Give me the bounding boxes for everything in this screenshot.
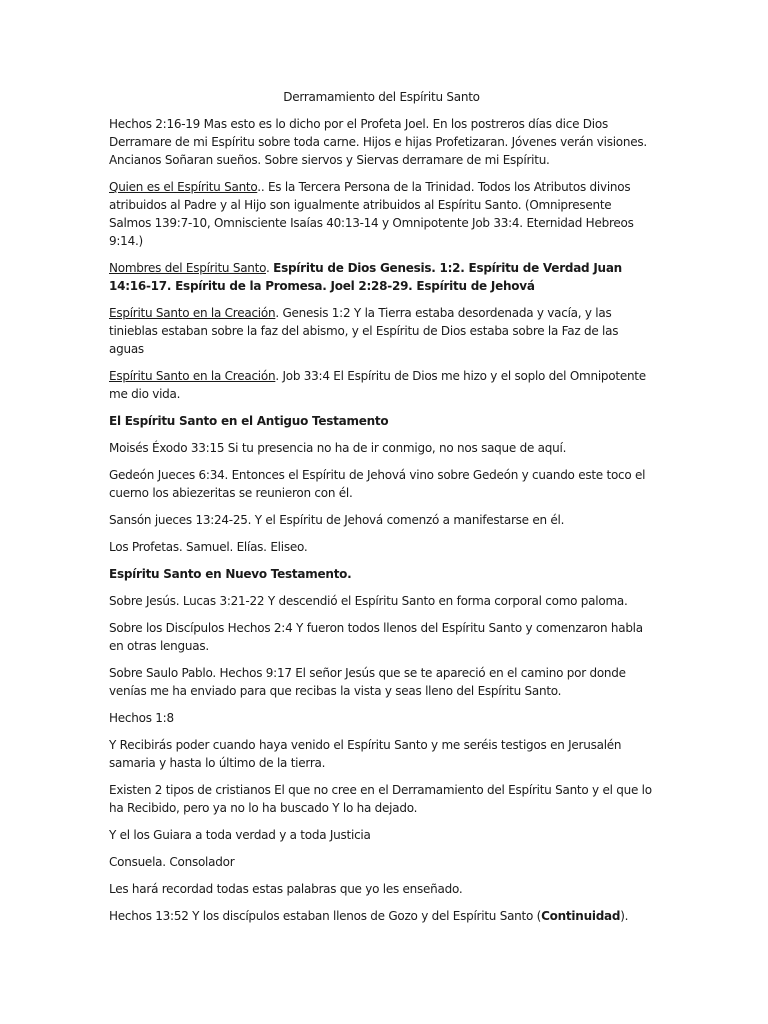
underlined-heading: Quien es el Espíritu Santo [109, 180, 258, 194]
paragraph-quien-es [109, 178, 654, 250]
paragraph-text: Les hará recordad todas estas palabras que yo les enseñado. [109, 882, 463, 896]
underlined-heading: Espíritu Santo en la Creación [109, 369, 276, 383]
paragraph-text: Sansón jueces 13:24-25. Y el Espíritu de Jehová comenzó a manifestarse en él. [109, 513, 565, 527]
paragraph-sanson [109, 511, 654, 529]
paragraph-hechos-13-52 [109, 907, 654, 925]
paragraph-text: . [265, 261, 274, 275]
paragraph-text: Hechos 13:52 Y los discípulos estaban llenos de Gozo y del Espíritu Santo ( [109, 909, 542, 923]
bold-text: El Espíritu Santo en el Antiguo Testamento [109, 414, 389, 428]
paragraph-text: . Job 33:4 El Espíritu de Dios me hizo y el soplo del Omnipotente me dio vida. [109, 369, 646, 401]
paragraph-hechos-1-8-text [109, 736, 654, 772]
paragraph-text: Hechos 1:8 [109, 711, 174, 725]
document-title: Derramamiento del Espíritu Santo [283, 90, 480, 104]
paragraph-text: Gedeón Jueces 6:34. Entonces el Espíritu de Jehová vino sobre Gedeón y cuando este toco el cuerno los abiezeritas se reunieron con él. [109, 468, 646, 500]
paragraph-text: .. Es la Tercera Persona de la Trinidad. Todos los Atributos divinos atribuidos al Padre y al Hijo son igualmente atribuidos al Espíritu Santo. (Omnipresente Salmos 139:7-10, Omnisciente Isaías 40:13-14 y Omnipotente Job 33:4. Eternidad Hebreos 9:14.) [109, 180, 634, 248]
paragraph-text: Y el los Guiara a toda verdad y a toda Justicia [109, 828, 371, 842]
paragraph-saulo [109, 664, 654, 700]
paragraph-tipos-cristianos [109, 781, 654, 817]
paragraph-moises [109, 439, 654, 457]
underlined-heading: Espíritu Santo en la Creación [109, 306, 276, 320]
paragraph-text: Sobre Jesús. Lucas 3:21-22 Y descendió el Espíritu Santo en forma corporal como paloma. [109, 594, 628, 608]
paragraph-nuevo-testamento [109, 565, 654, 583]
paragraph-jesus [109, 592, 654, 610]
paragraph-text: Sobre los Discípulos Hechos 2:4 Y fueron todos llenos del Espíritu Santo y comenzaron habla en otras lenguas. [109, 621, 643, 653]
paragraph-profetas [109, 538, 654, 556]
paragraph-creacion-1 [109, 304, 654, 358]
paragraph-gedeon [109, 466, 654, 502]
paragraph-text: ). [620, 909, 629, 923]
paragraph-creacion-2 [109, 367, 654, 403]
bold-text: Espíritu Santo en Nuevo Testamento. [109, 567, 352, 581]
paragraph-text: . Genesis 1:2 Y la Tierra estaba desordenada y vacía, y las tinieblas estaban sobre la faz del abismo, y el Espíritu de Dios estaba sobre la Faz de las aguas [109, 306, 619, 356]
bold-text: Continuidad [541, 909, 621, 923]
bold-text: Espíritu de Dios Genesis. 1:2. Espíritu de Verdad Juan 14:16-17. Espíritu de la Promesa. Joel 2:28-29. Espíritu de Jehová [109, 261, 622, 293]
paragraph-text: Hechos 2:16-19 Mas esto es lo dicho por el Profeta Joel. En los postreros días dice Dios Derramare de mi Espíritu sobre toda carne. Hijos e hijas Profetizaran. Jóvenes verán visiones. Ancianos Soñaran sueños. Sobre siervos y Siervas derramare de mi Espíritu. [109, 117, 647, 167]
paragraph-text: Consuela. Consolador [109, 855, 235, 869]
paragraph-hechos-1-8-ref [109, 709, 654, 727]
paragraph-text: Los Profetas. Samuel. Elías. Eliseo. [109, 540, 308, 554]
paragraph-discipulos [109, 619, 654, 655]
paragraph-text: Y Recibirás poder cuando haya venido el Espíritu Santo y me seréis testigos en Jerusalén samaria y hasta lo último de la tierra. [109, 738, 622, 770]
paragraph-text: Sobre Saulo Pablo. Hechos 9:17 El señor Jesús que se te apareció en el camino por donde venías me ha enviado para que recibas la vista y seas lleno del Espíritu Santo. [109, 666, 626, 698]
underlined-heading: Nombres del Espíritu Santo [109, 261, 266, 275]
paragraph-text: Moisés Éxodo 33:15 Si tu presencia no ha de ir conmigo, no nos saque de aquí. [109, 441, 567, 455]
paragraph-text: Existen 2 tipos de cristianos El que no cree en el Derramamiento del Espíritu Santo y el que lo ha Recibido, pero ya no lo ha buscado Y lo ha dejado. [109, 783, 652, 815]
paragraph-hechos-2-16 [109, 115, 654, 169]
paragraph-consuela [109, 853, 654, 871]
paragraph-nombres [109, 259, 654, 295]
paragraph-antiguo-testamento [109, 412, 654, 430]
paragraph-recordad [109, 880, 654, 898]
document-body [109, 88, 654, 934]
paragraph-guiara [109, 826, 654, 844]
paragraph-list [109, 115, 654, 925]
